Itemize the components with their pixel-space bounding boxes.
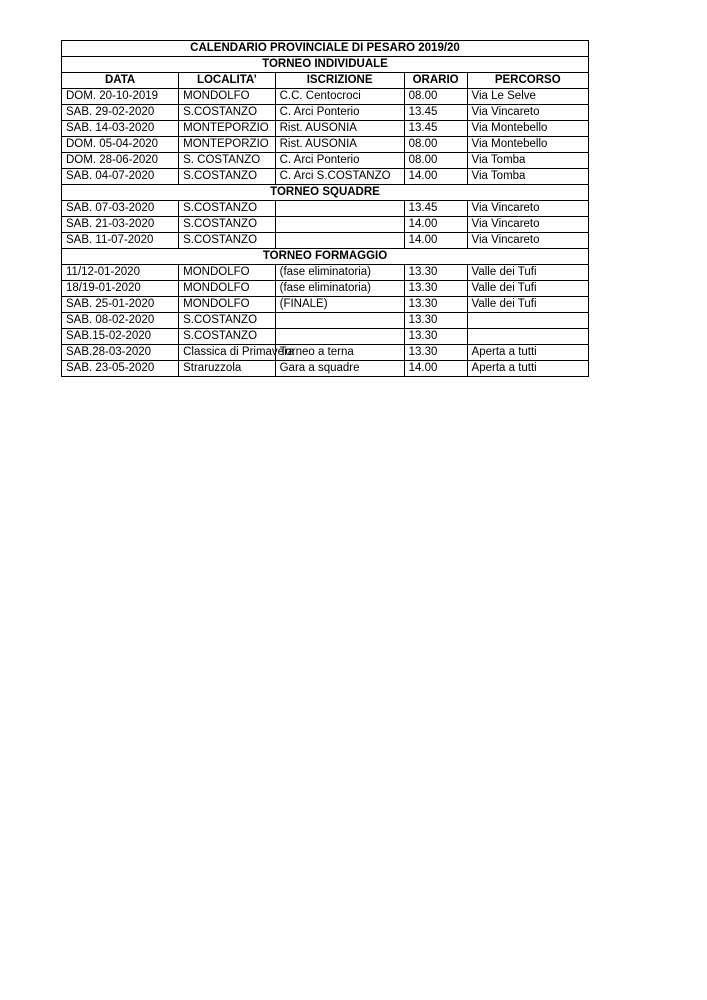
cell-localita: MONDOLFO xyxy=(179,89,276,105)
cell-orario: 13.30 xyxy=(404,345,467,361)
cell-percorso: Via Vincareto xyxy=(467,105,588,121)
cell-data: SAB. 21-03-2020 xyxy=(62,217,179,233)
column-header-localita: LOCALITA’ xyxy=(179,73,276,89)
cell-iscrizione: Torneo a terna xyxy=(275,345,404,361)
cell-orario: 14.00 xyxy=(404,169,467,185)
cell-iscrizione: C. Arci Ponterio xyxy=(275,153,404,169)
cell-iscrizione xyxy=(275,201,404,217)
cell-data: 11/12-01-2020 xyxy=(62,265,179,281)
cell-iscrizione xyxy=(275,233,404,249)
table-row xyxy=(62,217,589,233)
section-title-formaggio xyxy=(62,249,589,265)
cell-localita: S.COSTANZO xyxy=(179,233,276,249)
cell-iscrizione xyxy=(275,217,404,233)
cell-data: DOM. 05-04-2020 xyxy=(62,137,179,153)
cell-orario: 13.45 xyxy=(404,121,467,137)
table-row xyxy=(62,153,589,169)
cell-percorso: Via Le Selve xyxy=(467,89,588,105)
cell-localita: S.COSTANZO xyxy=(179,217,276,233)
cell-data: DOM. 28-06-2020 xyxy=(62,153,179,169)
cell-orario: 13.30 xyxy=(404,313,467,329)
section-title-squadre-label: TORNEO SQUADRE xyxy=(62,185,589,201)
cell-iscrizione: (fase eliminatoria) xyxy=(275,281,404,297)
cell-percorso: Via Tomba xyxy=(467,169,588,185)
cell-data: SAB.15-02-2020 xyxy=(62,329,179,345)
cell-percorso: Via Montebello xyxy=(467,137,588,153)
cell-data: SAB. 29-02-2020 xyxy=(62,105,179,121)
section-title-individuale: TORNEO INDIVIDUALE xyxy=(62,57,589,73)
cell-localita: MONDOLFO xyxy=(179,281,276,297)
cell-percorso xyxy=(467,313,588,329)
cell-localita: MONDOLFO xyxy=(179,297,276,313)
cell-data: SAB. 25-01-2020 xyxy=(62,297,179,313)
table-row xyxy=(62,361,589,377)
cell-percorso xyxy=(467,329,588,345)
cell-orario: 08.00 xyxy=(404,89,467,105)
cell-localita: S.COSTANZO xyxy=(179,329,276,345)
cell-iscrizione: (fase eliminatoria) xyxy=(275,265,404,281)
table-row xyxy=(62,89,589,105)
cell-data: DOM. 20-10-2019 xyxy=(62,89,179,105)
cell-orario: 13.30 xyxy=(404,329,467,345)
table-row xyxy=(62,233,589,249)
cell-data: SAB. 23-05-2020 xyxy=(62,361,179,377)
cell-percorso: Aperta a tutti xyxy=(467,345,588,361)
table-row xyxy=(62,329,589,345)
table-row xyxy=(62,137,589,153)
column-header-data: DATA xyxy=(62,73,179,89)
cell-iscrizione: Gara a squadre xyxy=(275,361,404,377)
cell-data: SAB. 14-03-2020 xyxy=(62,121,179,137)
cell-orario: 13.30 xyxy=(404,265,467,281)
table-row xyxy=(62,313,589,329)
cell-orario: 13.45 xyxy=(404,105,467,121)
cell-iscrizione xyxy=(275,329,404,345)
column-header-orario: ORARIO xyxy=(404,73,467,89)
header-row xyxy=(62,73,589,89)
cell-orario: 13.45 xyxy=(404,201,467,217)
cell-localita: MONTEPORZIO xyxy=(179,137,276,153)
cell-orario: 14.00 xyxy=(404,361,467,377)
cell-percorso: Valle dei Tufi xyxy=(467,297,588,313)
cell-orario: 13.30 xyxy=(404,281,467,297)
cell-orario: 14.00 xyxy=(404,217,467,233)
cell-percorso: Via Vincareto xyxy=(467,233,588,249)
cell-localita: S.COSTANZO xyxy=(179,313,276,329)
table-row xyxy=(62,105,589,121)
cell-percorso: Via Vincareto xyxy=(467,201,588,217)
cell-data: SAB. 11-07-2020 xyxy=(62,233,179,249)
table-row xyxy=(62,201,589,217)
table-row xyxy=(62,169,589,185)
table-row xyxy=(62,265,589,281)
cell-orario: 13.30 xyxy=(404,297,467,313)
table-row xyxy=(62,121,589,137)
table-row xyxy=(62,345,589,361)
table-row xyxy=(62,297,589,313)
section-title-formaggio-label: TORNEO FORMAGGIO xyxy=(62,249,589,265)
cell-iscrizione: Rist. AUSONIA xyxy=(275,121,404,137)
cell-data: SAB. 07-03-2020 xyxy=(62,201,179,217)
cell-localita: MONDOLFO xyxy=(179,265,276,281)
cell-percorso: Aperta a tutti xyxy=(467,361,588,377)
cell-iscrizione: (FINALE) xyxy=(275,297,404,313)
cell-percorso: Via Tomba xyxy=(467,153,588,169)
column-header-percorso: PERCORSO xyxy=(467,73,588,89)
cell-percorso: Via Montebello xyxy=(467,121,588,137)
cell-data: 18/19-01-2020 xyxy=(62,281,179,297)
cell-iscrizione: C.C. Centocroci xyxy=(275,89,404,105)
cell-localita: S.COSTANZO xyxy=(179,105,276,121)
cell-data: SAB. 08-02-2020 xyxy=(62,313,179,329)
column-header-iscrizione: ISCRIZIONE xyxy=(275,73,404,89)
section-title-squadre xyxy=(62,185,589,201)
cell-orario: 14.00 xyxy=(404,233,467,249)
cell-iscrizione: Rist. AUSONIA xyxy=(275,137,404,153)
calendar-table xyxy=(61,40,589,377)
document-title: CALENDARIO PROVINCIALE DI PESARO 2019/20 xyxy=(62,41,589,57)
cell-localita: Straruzzola xyxy=(179,361,276,377)
cell-percorso: Valle dei Tufi xyxy=(467,281,588,297)
cell-localita: S.COSTANZO xyxy=(179,201,276,217)
cell-data: SAB.28-03-2020 xyxy=(62,345,179,361)
cell-orario: 08.00 xyxy=(404,137,467,153)
cell-orario: 08.00 xyxy=(404,153,467,169)
cell-localita: MONTEPORZIO xyxy=(179,121,276,137)
cell-iscrizione: C. Arci Ponterio xyxy=(275,105,404,121)
cell-percorso: Via Vincareto xyxy=(467,217,588,233)
cell-localita: Classica di Primavera xyxy=(179,345,276,361)
cell-percorso: Valle dei Tufi xyxy=(467,265,588,281)
cell-iscrizione: C. Arci S.COSTANZO xyxy=(275,169,404,185)
cell-localita: S. COSTANZO xyxy=(179,153,276,169)
cell-data: SAB. 04-07-2020 xyxy=(62,169,179,185)
cell-iscrizione xyxy=(275,313,404,329)
cell-localita: S.COSTANZO xyxy=(179,169,276,185)
table-row xyxy=(62,281,589,297)
